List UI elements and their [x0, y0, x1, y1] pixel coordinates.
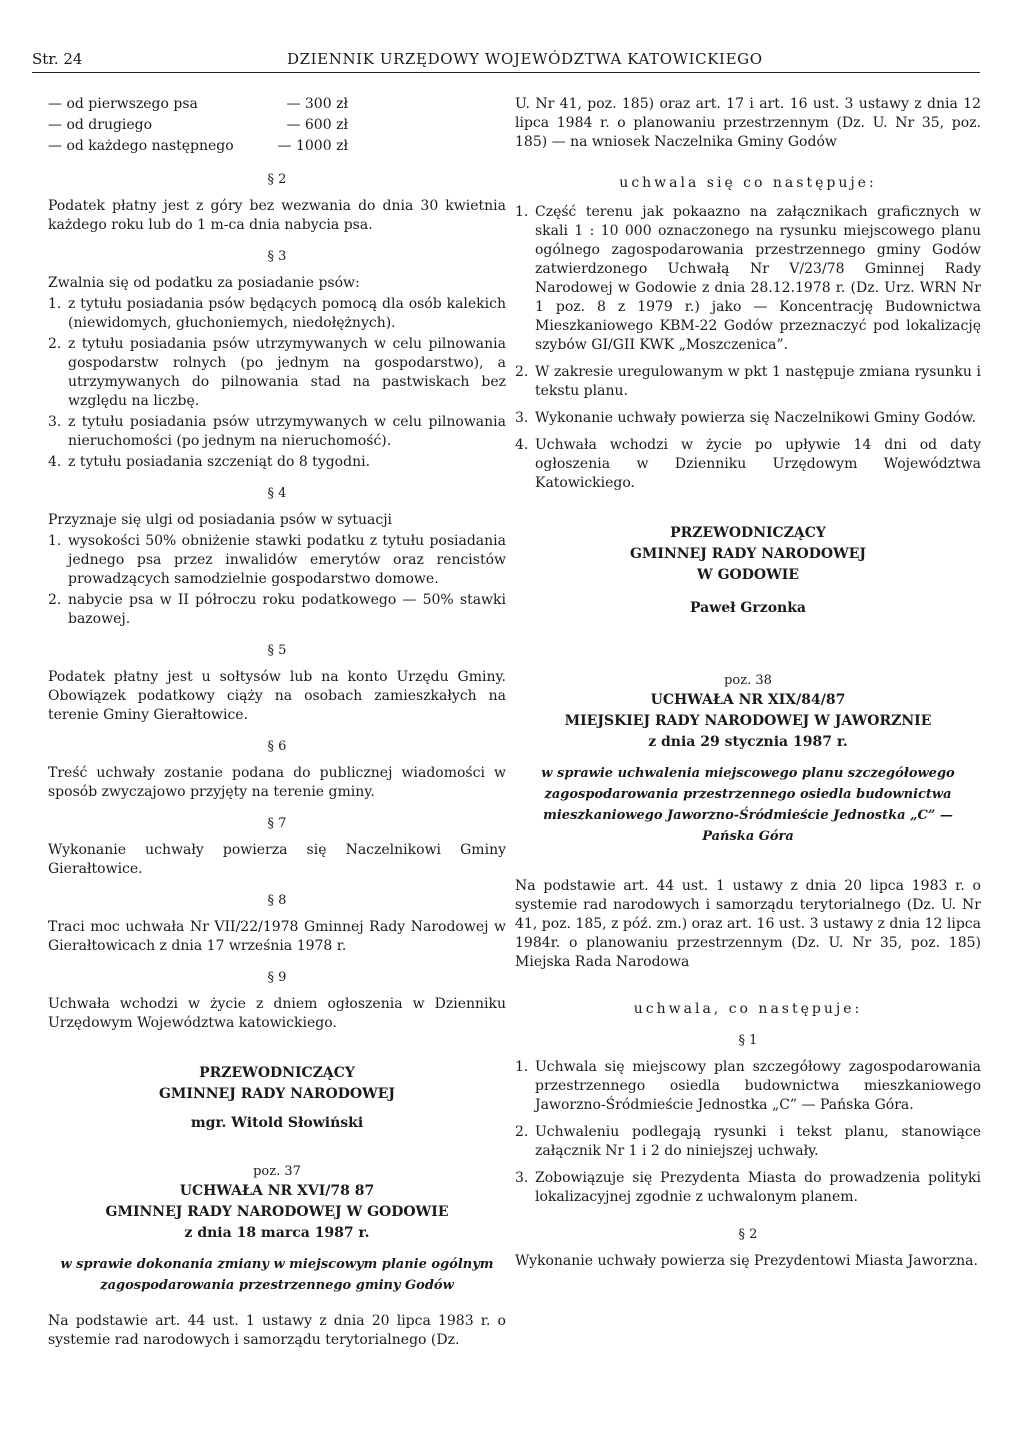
journal-title: DZIENNIK URZĘDOWY WOJEWÓDZTWA KATOWICKIEGO [287, 50, 763, 68]
section-heading: § 2 [738, 1227, 758, 1242]
rate-row [48, 95, 348, 116]
rate-label: — od pierwszego psa [48, 96, 198, 112]
item-text: z tytułu posiadania psów będących pomocą dla osób kalekich (niewidomych, głuchoniemych, niedołężnych). [68, 296, 506, 331]
section-intro: Przyznaje się ulgi od posiadania psów w sytuacji [48, 512, 393, 528]
list-item [515, 1058, 981, 1115]
page-number: Str. 24 [32, 50, 83, 68]
item-number: 1. [515, 204, 529, 220]
rate-amount: — 600 zł [286, 117, 348, 133]
list-item [515, 409, 981, 428]
signature-title: PRZEWODNICZĄCY [670, 525, 826, 541]
item-number: 3. [48, 414, 62, 430]
resolution-subject: w sprawie uchwalenia miejscowego planu szczegółowego zagospodarowania przestrzennego osiedla budownictwa mieszkaniowego Jaworzno-Śródmieście Jednostka „C” — Pańska Góra [541, 766, 955, 844]
signature-council: GMINNEJ RADY NARODOWEJ [629, 546, 867, 562]
list-item [48, 335, 506, 411]
resolve-heading: uchwala się co następuje: [619, 175, 877, 191]
list-item [515, 203, 981, 355]
signature-place: W GODOWIE [696, 567, 800, 583]
continued-text: U. Nr 41, poz. 185) oraz art. 17 i art. 16 ust. 3 ustawy z dnia 12 lipca 1984 r. o planowaniu przestrzennym (Dz. U. Nr 35, poz. 185) — na wniosek Naczelnika Gminy Godów [515, 96, 981, 150]
item-number: 4. [515, 437, 529, 453]
section-heading: § 5 [267, 643, 287, 658]
rate-label: — od każdego następnego [48, 138, 234, 154]
item-number: 3. [515, 1170, 529, 1186]
item-number: 1. [48, 533, 62, 549]
item-text: Uchwaleniu podlegają rysunki i tekst planu, stanowiące załącznik Nr 1 i 2 do niniejszej uchwały. [535, 1124, 981, 1159]
item-text: z tytułu posiadania psów utrzymywanych w celu pilnowania gospodarstw rolnych (po jednym na gospodarstwo), a utrzymywanych do pilnowania stad na pastwiskach bez względu na liczbę. [68, 336, 506, 409]
list-item [515, 363, 981, 401]
list-item [515, 436, 981, 493]
item-text: Uchwała wchodzi w życie po upływie 14 dni od daty ogłoszenia w Dzienniku Urzędowym Województwa Katowickiego. [535, 437, 981, 491]
resolution-number: UCHWAŁA NR XIX/84/87 [650, 692, 846, 708]
section-text: Uchwała wchodzi w życie z dniem ogłoszenia w Dzienniku Urzędowym Województwa katowickiego. [48, 996, 506, 1031]
item-text: Część terenu jak pokaazno na załącznikach graficznych w skali 1 : 10 000 oznaczonego na rysunku miejscowego planu ogólnego zagospodarowania przestrzennego gminy Godów zatwierdzonego Uchwałą Nr V/23/78 Gminnej Rady Narodowej w Godowie z dnia 28.12.1978 r. (Dz. Urz. WRN Nr 1 poz. 8 z 1979 r.) jako — Koncentrację Budownictwa Mieszkaniowego KBM-22 Godów przeznaczyć pod lokalizację szybów GI/GII KWK „Moszczenica”. [535, 204, 981, 353]
rate-amount: — 1000 zł [277, 138, 348, 154]
section-text: Treść uchwały zostanie podana do publicznej wiadomości w sposób zwyczajowo przyjęty na terenie gminy. [48, 765, 506, 800]
right-column [515, 95, 981, 1271]
item-text: z tytułu posiadania psów utrzymywanych w celu pilnowania nieruchomości (po jednym na nieruchomość). [68, 414, 506, 449]
section-heading: § 7 [267, 816, 287, 831]
resolution-basis: Na podstawie art. 44 ust. 1 ustawy z dnia 20 lipca 1983 r. o systemie rad narodowych i samorządu terytorialnego (Dz. [48, 1313, 506, 1348]
section-heading: § 8 [267, 893, 287, 908]
left-column [48, 95, 506, 1350]
list-item [515, 1169, 981, 1207]
section-heading: § 3 [267, 249, 287, 264]
item-number: 4. [48, 454, 62, 470]
resolution-council: GMINNEJ RADY NARODOWEJ W GODOWIE [105, 1204, 449, 1220]
resolution-date: z dnia 18 marca 1987 r. [184, 1225, 370, 1241]
position-number: poz. 38 [724, 673, 772, 688]
section-text: Podatek płatny jest z góry bez wezwania do dnia 30 kwietnia każdego roku lub do 1 m-ca dnia nabycia psa. [48, 198, 506, 233]
signature-name: Paweł Grzonka [689, 600, 806, 616]
tax-rates [48, 95, 348, 158]
resolution-subject: w sprawie dokonania zmiany w miejscowym planie ogólnym zagospodarowania przestrzennego gminy Godów [60, 1257, 494, 1293]
resolution-number: UCHWAŁA NR XVI/78 87 [179, 1183, 375, 1199]
item-text: nabycie psa w II półroczu roku podatkowego — 50% stawki bazowej. [68, 592, 506, 627]
list-item [48, 295, 506, 333]
section-text: Podatek płatny jest u sołtysów lub na konto Urzędu Gminy. Obowiązek podatkowy ciąży na osobach zamieszkałych na terenie Gminy Gierałtowice. [48, 669, 506, 723]
item-number: 2. [515, 1124, 529, 1140]
page-header [32, 50, 980, 73]
item-text: Zobowiązuje się Prezydenta Miasta do prowadzenia polityki lokalizacyjnej zgodnie z uchwalonym planem. [535, 1170, 981, 1205]
list-item [48, 591, 506, 629]
signature-council: GMINNEJ RADY NARODOWEJ [158, 1086, 396, 1102]
section-text: Traci moc uchwała Nr VII/22/1978 Gminnej Rady Narodowej w Gierałtowicach z dnia 17 września 1978 r. [48, 919, 506, 954]
rate-label: — od drugiego [48, 117, 153, 133]
section-text: Wykonanie uchwały powierza się Prezydentowi Miasta Jaworzna. [515, 1253, 978, 1269]
section-intro: Zwalnia się od podatku za posiadanie psów: [48, 275, 360, 291]
section-heading: § 1 [738, 1033, 758, 1048]
resolution-council: MIEJSKIEJ RADY NARODOWEJ W JAWORZNIE [564, 713, 932, 729]
section-heading: § 2 [267, 172, 287, 187]
rate-amount: — 300 zł [286, 96, 348, 112]
item-number: 2. [515, 364, 529, 380]
position-number: poz. 37 [253, 1164, 301, 1179]
item-number: 2. [48, 336, 62, 352]
list-item [48, 532, 506, 589]
rate-row [48, 116, 348, 137]
signature-title: PRZEWODNICZĄCY [199, 1065, 355, 1081]
list-item [515, 1123, 981, 1161]
resolution-basis: Na podstawie art. 44 ust. 1 ustawy z dnia 20 lipca 1983 r. o systemie rad narodowych i samorządu terytorialnego (Dz. U. Nr 41, poz. 185, z póź. zm.) oraz art. 16 ust. 3 ustawy z dnia 12 lipca 1984r. o planowaniu przestrzennym (Dz. U. Nr 35, poz. 185) Miejska Rada Narodowa [515, 878, 981, 970]
section-heading: § 4 [267, 486, 287, 501]
item-text: W zakresie uregulowanym w pkt 1 następuje zmiana rysunku i tekstu planu. [535, 364, 981, 399]
item-text: wysokości 50% obniżenie stawki podatku z tytułu posiadania jednego psa przez inwalidów emerytów oraz rencistów prowadzących samodzielnie gospodarstwo domowe. [68, 533, 506, 587]
item-text: Wykonanie uchwały powierza się Naczelnikowi Gminy Godów. [535, 410, 976, 426]
item-text: Uchwala się miejscowy plan szczegółowy zagospodarowania przestrzennego osiedla budownictwa mieszkaniowego Jaworzno-Śródmieście Jednostka „C” — Pańska Góra. [535, 1059, 981, 1113]
item-number: 1. [515, 1059, 529, 1075]
rate-row [48, 137, 348, 158]
item-number: 3. [515, 410, 529, 426]
list-item [48, 413, 506, 451]
resolution-date: z dnia 29 stycznia 1987 r. [648, 734, 848, 750]
list-item [48, 453, 506, 472]
resolve-heading: uchwala, co następuje: [633, 1001, 863, 1017]
section-heading: § 6 [267, 739, 287, 754]
item-number: 2. [48, 592, 62, 608]
item-number: 1. [48, 296, 62, 312]
section-heading: § 9 [267, 970, 287, 985]
section-text: Wykonanie uchwały powierza się Naczelnikowi Gminy Gierałtowice. [48, 842, 506, 877]
item-text: z tytułu posiadania szczeniąt do 8 tygodni. [68, 454, 371, 470]
signature-name: mgr. Witold Słowiński [190, 1115, 364, 1131]
